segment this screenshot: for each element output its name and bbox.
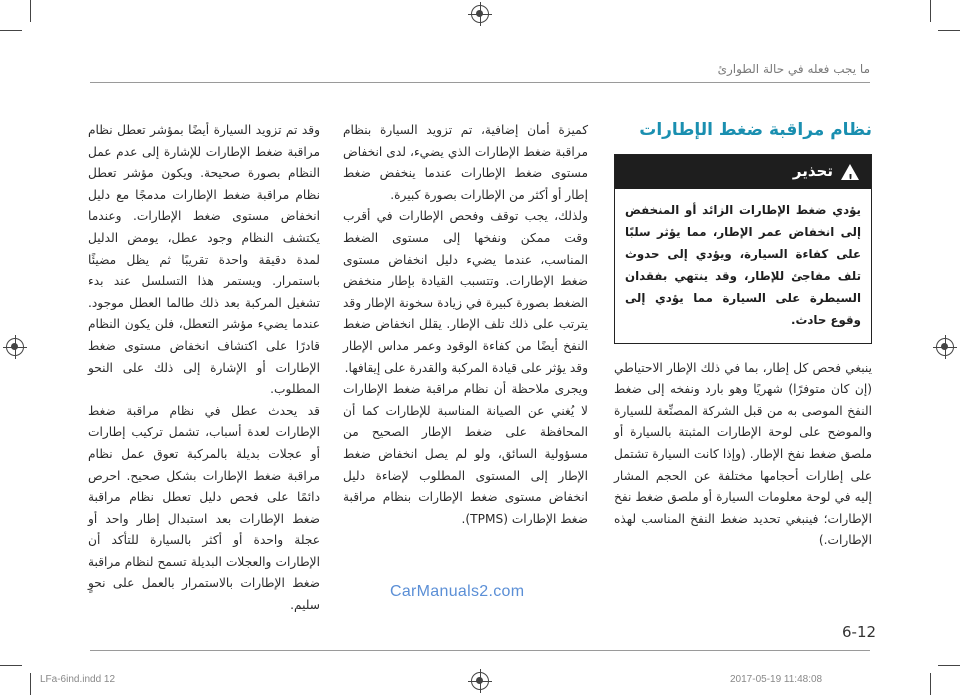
footer-divider	[90, 650, 870, 651]
crop-mark	[0, 665, 22, 666]
chapter-header: ما يجب فعله في حالة الطوارئ	[717, 62, 870, 76]
page-number: 6-12	[842, 623, 877, 641]
slug-timestamp: 2017-05-19 11:48:08	[730, 674, 823, 685]
crop-mark	[938, 30, 960, 31]
paragraph: كميزة أمان إضافية، تم تزويد السيارة بنظام مراقبة ضغط الإطارات الذي يضيء، لدى انخفاض مستوى ضغط الإطارات عندما ينخفض ضغط إطار أو أكثر من الإطارات بصورة كبيرة.	[343, 123, 588, 202]
paragraph: ينبغي فحص كل إطار، بما في ذلك الإطار الاحتياطي (إن كان متوفرًا) شهريًا وهو بارد ونفخه إلى ضغط النفخ الموصى به من قبل الشركة المصنِّعة للسيارة والموضح على لوحة الإطارات المثبتة بالسيارة أو ملصق ضغط نفخ الإطار. (وإذا كانت السيارة تشتمل على إطارات أحجامها مختلفة عن الحجم المشار إليه في لوحة معلومات السيارة أو ملصق ضغط نفخ الإطارات؛ فينبغي تحديد ضغط النفخ المناسب لهذه الإطارات.)	[614, 360, 872, 548]
left-column	[88, 120, 320, 617]
registration-mark-icon	[471, 5, 489, 23]
crop-mark	[30, 673, 31, 695]
warning-triangle-icon: !	[841, 164, 859, 180]
header-divider	[90, 82, 870, 83]
crop-mark	[930, 673, 931, 695]
warning-label: تحذير	[792, 161, 833, 180]
section-title: نظام مراقبة ضغط الإطارات	[639, 120, 872, 140]
warning-text: يؤدي ضغط الإطارات الزائد أو المنخفض إلى انخفاض عمر الإطار، مما يؤثر سلبًا على كفاءة السيارة، ويؤدي إلى حدوث تلف مفاجئ للإطار، وقد ينتهي بفقدان السيطرة على السيارة مما يؤدي إلى وقوع حادث.	[625, 202, 861, 327]
middle-column	[343, 120, 588, 530]
paragraph: وقد تم تزويد السيارة أيضًا بمؤشر تعطل نظام مراقبة ضغط الإطارات للإشارة إلى عدم عمل النظام بصورة صحيحة. ويكون مؤشر تعطل نظام مراقبة ضغط الإطارات مدمجًا مع دليل انخفاض مستوى ضغط الإطارات. وعندما يكتشف النظام وجود عطل، يومض الدليل لمدة دقيقة واحدة تقريبًا ثم يظل مضيئًا باستمرار. ويستمر هذا التسلسل عند بدء تشغيل المركبة بعد ذلك طالما العطل موجود. عندما يضيء مؤشر التعطل، فلن يكون النظام قادرًا على اكتشاف انخفاض مستوى ضغط الإطارات أو الإشارة إلى ذلك على النحو المطلوب.	[88, 123, 320, 397]
paragraph: ولذلك، يجب توقف وفحص الإطارات في أقرب وقت ممكن ونفخها إلى مستوى الضغط المناسب، عندما يضيء دليل انخفاض مستوى ضغط الإطارات. وتتسبب القيادة بإطار منخفض الضغط بصورة كبيرة في زيادة سخونة الإطار وقد يترتب على ذلك تلف الإطار. يقلل انخفاض ضغط النفخ أيضًا من كفاءة الوقود وعمر مداس الإطار وقد يؤثر على قيادة المركبة والقدرة على إيقافها.	[343, 209, 588, 375]
paragraph: قد يحدث عطل في نظام مراقبة ضغط الإطارات لعدة أسباب، تشمل تركيب إطارات أو عجلات بديلة بالمركبة تعوق عمل نظام مراقبة ضغط الإطارات بشكل صحيح. احرص دائمًا على فحص دليل تعطل نظام مراقبة ضغط الإطارات بعد استبدال إطار واحد أو عجلة واحدة أو أكثر بالسيارة للتأكد أن الإطارات والعجلات البديلة تسمح لنظام مراقبة ضغط الإطارات بالاستمرار بالعمل على نحوٍ سليم.	[88, 403, 320, 613]
warning-header	[615, 155, 871, 189]
registration-mark-icon	[6, 338, 24, 356]
watermark[interactable]: CarManuals2.com	[390, 583, 525, 600]
crop-mark	[30, 0, 31, 22]
registration-mark-icon	[471, 672, 489, 690]
paragraph: ويجرى ملاحظة أن نظام مراقبة ضغط الإطارات لا يُغني عن الصيانة المناسبة للإطارات كما أن المحافظة على ضغط الإطار الصحيح من مسؤولية السائق، ولو لم يصل انخفاض ضغط الإطار إلى المستوى المطلوب لإضاءة دليل انخفاض مستوى ضغط الإطارات بنظام مراقبة ضغط الإطارات (TPMS).	[343, 382, 588, 526]
warning-box	[614, 154, 872, 344]
slug-filename: LFa-6ind.indd 12	[40, 674, 116, 685]
registration-mark-icon	[936, 338, 954, 356]
crop-mark	[930, 0, 931, 22]
crop-mark	[938, 665, 960, 666]
crop-mark	[0, 30, 22, 31]
right-column	[614, 120, 872, 552]
